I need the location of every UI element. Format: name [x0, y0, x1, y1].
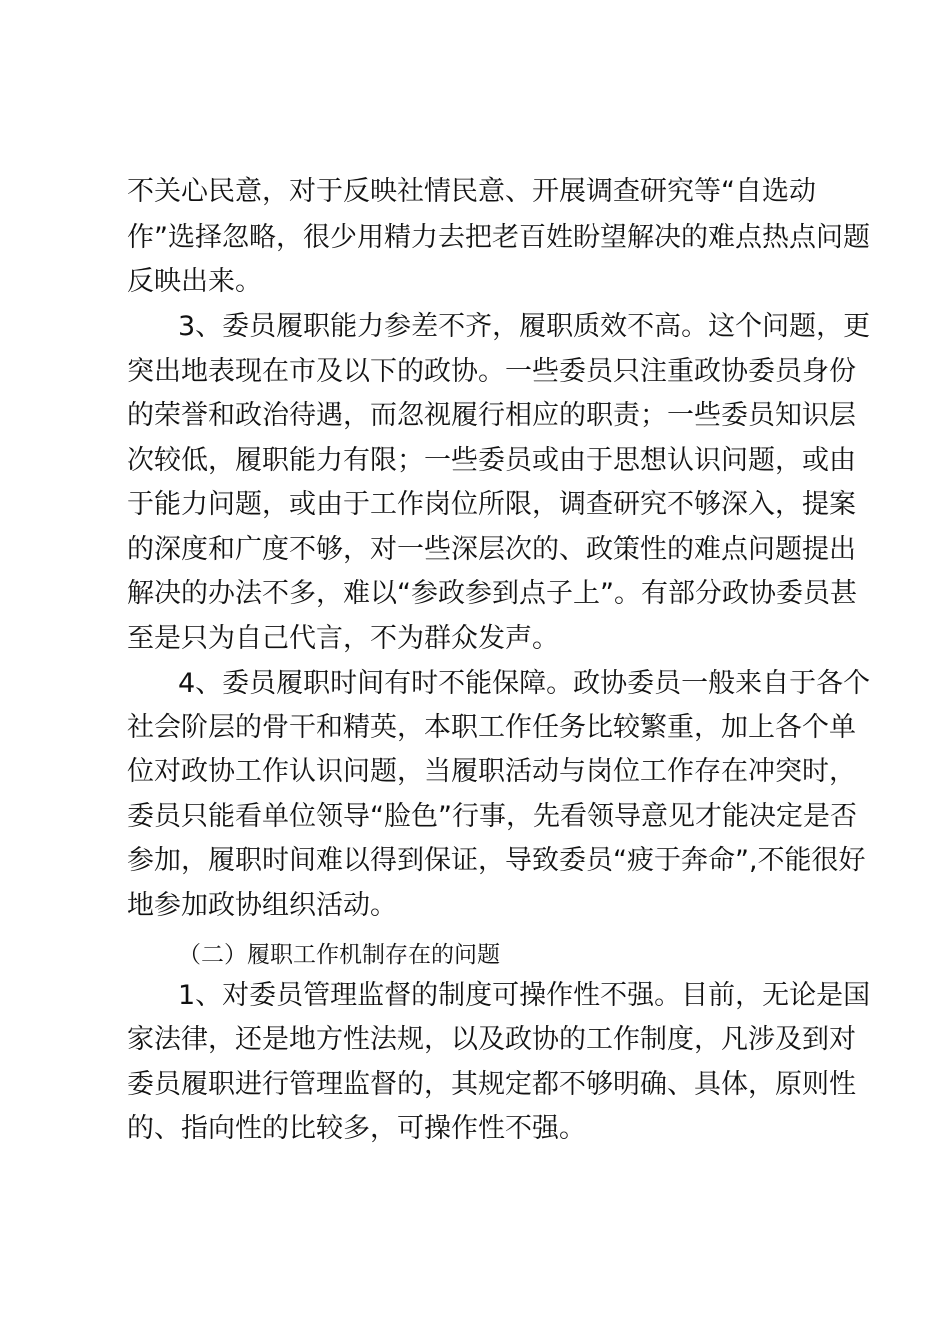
text-line: 反映出来。	[127, 266, 262, 297]
text-line: 于能力问题，或由于工作岗位所限，调查研究不够深入，提案	[127, 489, 856, 520]
text-line: 解决的办法不多，难以“参政参到点子上”。有部分政协委员甚	[127, 578, 857, 609]
text-line: 社会阶层的骨干和精英，本职工作任务比较繁重，加上各个单	[127, 712, 856, 743]
text-line: 突出地表现在市及以下的政协。一些委员只注重政协委员身份	[127, 356, 856, 387]
text-line: 的深度和广度不够，对一些深层次的、政策性的难点问题提出	[127, 534, 856, 565]
text-line: 地参加政协组织活动。	[127, 890, 397, 921]
section-heading: （二）履职工作机制存在的问题	[178, 942, 500, 968]
text-line: 次较低，履职能力有限；一些委员或由于思想认识问题，或由	[127, 445, 856, 476]
text-line: 委员履职进行管理监督的，其规定都不够明确、具体，原则性	[127, 1069, 856, 1100]
paragraph-4-first-line: 4、委员履职时间有时不能保障。政协委员一般来自于各个	[178, 668, 871, 699]
text-line: 的荣誉和政治待遇，而忽视履行相应的职责；一些委员知识层	[127, 400, 856, 431]
text-line: 至是只为自己代言，不为群众发声。	[127, 623, 559, 654]
text-line: 家法律，还是地方性法规，以及政协的工作制度，凡涉及到对	[127, 1024, 856, 1055]
text-line: 位对政协工作认识问题，当履职活动与岗位工作存在冲突时，	[127, 756, 856, 787]
text-line: 不关心民意，对于反映社情民意、开展调查研究等“自选动	[127, 176, 816, 207]
text-line: 委员只能看单位领导“脸色”行事，先看领导意见才能决定是否	[127, 801, 857, 832]
paragraph-3-first-line: 3、委员履职能力参差不齐，履职质效不高。这个问题，更	[178, 311, 871, 342]
text-line: 作”选择忽略，很少用精力去把老百姓盼望解决的难点热点问题	[127, 222, 870, 253]
text-line: 的、指向性的比较多，可操作性不强。	[127, 1113, 586, 1144]
text-line: 参加，履职时间难以得到保证，导致委员“疲于奔命”,不能很好	[127, 845, 866, 876]
paragraph-1-first-line: 1、对委员管理监督的制度可操作性不强。目前，无论是国	[178, 980, 871, 1011]
